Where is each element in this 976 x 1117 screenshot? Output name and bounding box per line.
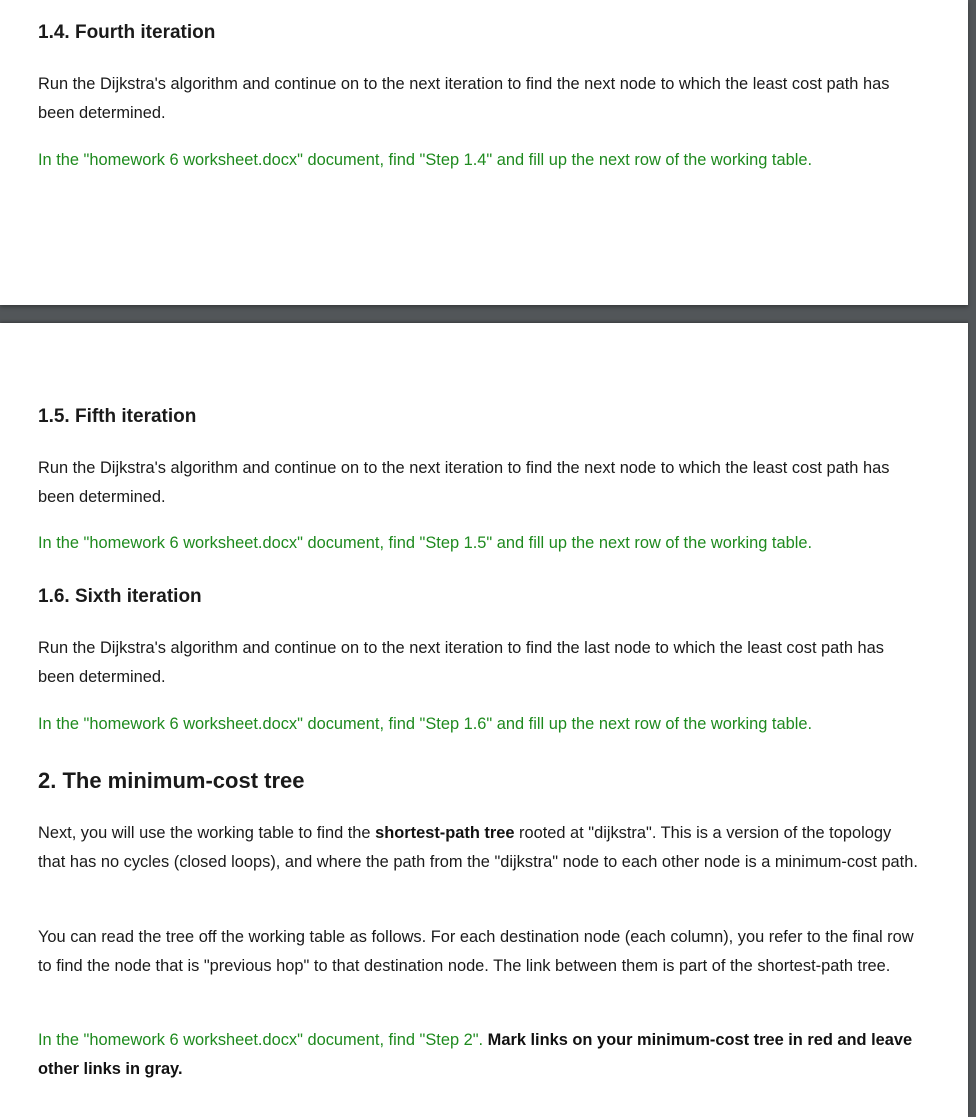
bold-term: shortest-path tree	[375, 824, 515, 842]
section-heading-1-6: 1.6. Sixth iteration	[38, 586, 202, 607]
section-instruction-1-4: In the "homework 6 worksheet.docx" document, find "Step 1.4" and fill up the next row of the working table.	[38, 151, 813, 169]
text-span: Next, you will use the working table to find the	[38, 824, 376, 842]
section-instruction-1-6: In the "homework 6 worksheet.docx" document, find "Step 1.6" and fill up the next row of the working table.	[38, 715, 813, 733]
section-body-1-6: Run the Dijkstra's algorithm and continue on to the next iteration to find the last node to which the least cost path has been determined.	[38, 639, 884, 686]
document-page	[0, 323, 968, 1117]
section-body-1-4: Run the Dijkstra's algorithm and continue on to the next iteration to find the next node to which the least cost path has been determined.	[38, 75, 890, 122]
section-body-1-5: Run the Dijkstra's algorithm and continue on to the next iteration to find the next node to which the least cost path has been determined.	[38, 459, 890, 506]
section-heading-1-5: 1.5. Fifth iteration	[38, 406, 197, 427]
section-heading-2: 2. The minimum-cost tree	[38, 768, 305, 793]
section-2-paragraph-3	[38, 1026, 918, 1083]
text-span: rooted at "dijkstra". This is a version of the topology that has no cycles (closed loops), and where the path from the "dijkstra" node to each other node is a minimum-cost path.	[38, 824, 918, 871]
section-2-paragraph-2: You can read the tree off the working table as follows. For each destination node (each column), you refer to the final row to find the node that is "previous hop" to that destination node. The link between them is part of the shortest-path tree.	[38, 928, 914, 975]
section-heading-1-4: 1.4. Fourth iteration	[38, 22, 216, 43]
document-page	[0, 0, 968, 305]
bold-instruction: Mark links on your minimum-cost tree in red and leave other links in gray.	[38, 1031, 913, 1078]
section-2-paragraph-1	[38, 819, 918, 876]
instruction-text: In the "homework 6 worksheet.docx" document, find "Step 2".	[38, 1031, 484, 1049]
section-instruction-1-5: In the "homework 6 worksheet.docx" document, find "Step 1.5" and fill up the next row of the working table.	[38, 534, 813, 552]
